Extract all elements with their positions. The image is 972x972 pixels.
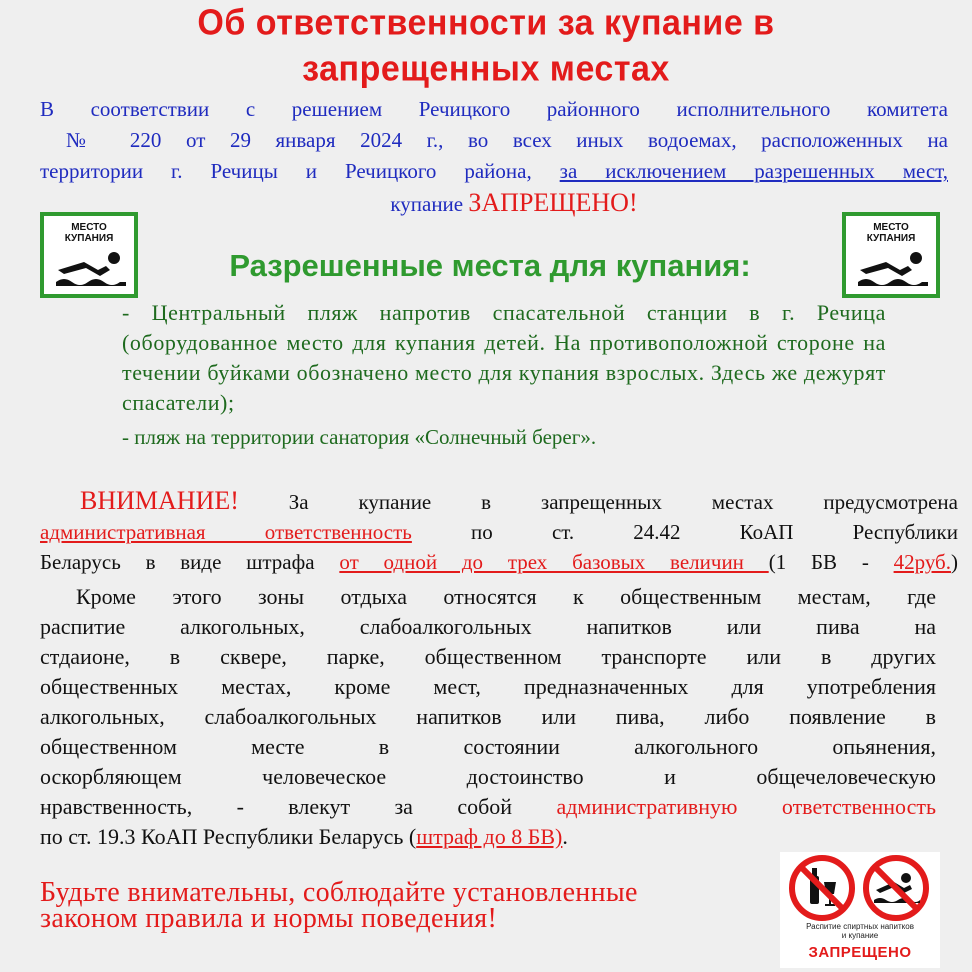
paragraph-line: оскорбляющем человеческое достоинство и общечеловеческую <box>40 764 936 789</box>
paragraph-line: нравственность, - влекут за собой административную ответственность <box>40 794 936 819</box>
swimmer-icon <box>856 248 930 288</box>
intro-line-1: В соответствии с решением Речицкого районного исполнительного комитета <box>40 97 948 121</box>
no-alcohol-icon <box>792 858 852 918</box>
title-line-2: запрещенных местах <box>302 49 670 90</box>
closing-line-2: законом правила и нормы поведения! <box>40 903 498 934</box>
paragraph-line: общественных местах, кроме мест, предназначенных для употребления <box>40 674 936 699</box>
intro-line-3-text: территории г. Речицы и Речицкого района, <box>40 159 560 183</box>
title-line-1: Об ответственности за купание в <box>197 2 775 43</box>
sign-caption: МЕСТО КУПАНИЯ <box>64 222 114 244</box>
swimming-place-sign-right <box>842 212 940 298</box>
paragraph-line: распитие алкогольных, слабоалкогольных напитков или пива на <box>40 614 936 639</box>
intro-exception-text: за исключением разрешенных мест, <box>559 159 948 183</box>
paragraph-line: стдаионе, в сквере, парке, общественном транспорте или в других <box>40 644 936 669</box>
prohibition-caption: Распитие спиртных напитков и купание <box>806 922 914 940</box>
allowed-place-item: - Центральный пляж напротив спасательной станции в г. Речица (оборудованное место для купания детей. На противоположной стороне на течении буйками обозначено место для купания взрослых. Здесь же дежурят спасатели); <box>122 300 886 415</box>
prohibition-label: ЗАПРЕЩЕНО <box>808 944 912 961</box>
page-title <box>0 0 972 92</box>
warning-line-2: административная ответственность по ст. 24.42 КоАП Республики <box>40 520 958 544</box>
public-places-paragraph <box>40 582 936 852</box>
prohibition-icons <box>780 852 940 922</box>
closing-line-1: Будьте внимательны, соблюдайте установленные <box>40 877 638 908</box>
warning-heading: ВНИМАНИЕ! <box>80 486 239 515</box>
fine-amount-text: 42руб. <box>893 550 951 574</box>
admin-liability-text: административную ответственность <box>556 794 936 819</box>
warning-paragraph <box>40 486 958 577</box>
intro-line-3 <box>40 156 948 187</box>
paragraph-line: по ст. 19.3 КоАП Республики Беларусь (штраф до 8 БВ). <box>40 824 568 849</box>
paragraph-line: общественном месте в состоянии алкогольного опьянения, <box>40 734 936 759</box>
allowed-places-list <box>122 298 886 452</box>
swimmer-icon <box>54 248 128 288</box>
admin-liability-text: административная ответственность <box>40 520 412 544</box>
swimming-place-sign-left <box>40 212 138 298</box>
prohibited-text: ЗАПРЕЩЕНО! <box>468 188 638 217</box>
closing-appeal <box>40 877 800 934</box>
paragraph-line: Кроме этого зоны отдыха относятся к общественным местам, где <box>76 584 936 609</box>
warning-line-1: ВНИМАНИЕ! За купание в запрещенных местах предусмотрена <box>80 486 958 515</box>
intro-line-2: № 220 от 29 января 2024 г., во всех иных водоемах, расположенных на <box>66 128 948 152</box>
allowed-places-heading: Разрешенные места для купания: <box>229 248 751 283</box>
sign-caption: МЕСТО КУПАНИЯ <box>866 222 916 244</box>
fine-range-text: от одной до трех базовых величин <box>339 550 769 574</box>
warning-line-3: Беларусь в виде штрафа от одной до трех базовых величин (1 БВ - 42руб.) <box>40 550 958 574</box>
intro-line-4 <box>40 187 948 220</box>
paragraph-line: алкогольных, слабоалкогольных напитков или пива, либо появление в <box>40 704 936 729</box>
no-swimming-icon <box>866 858 926 918</box>
intro-paragraph <box>40 94 948 220</box>
prohibition-sign <box>780 852 940 968</box>
fine-amount-text: штраф до 8 БВ) <box>416 824 563 849</box>
allowed-place-item: - пляж на территории санатория «Солнечный берег». <box>122 425 597 449</box>
intro-line-4-text: купание <box>390 192 469 216</box>
